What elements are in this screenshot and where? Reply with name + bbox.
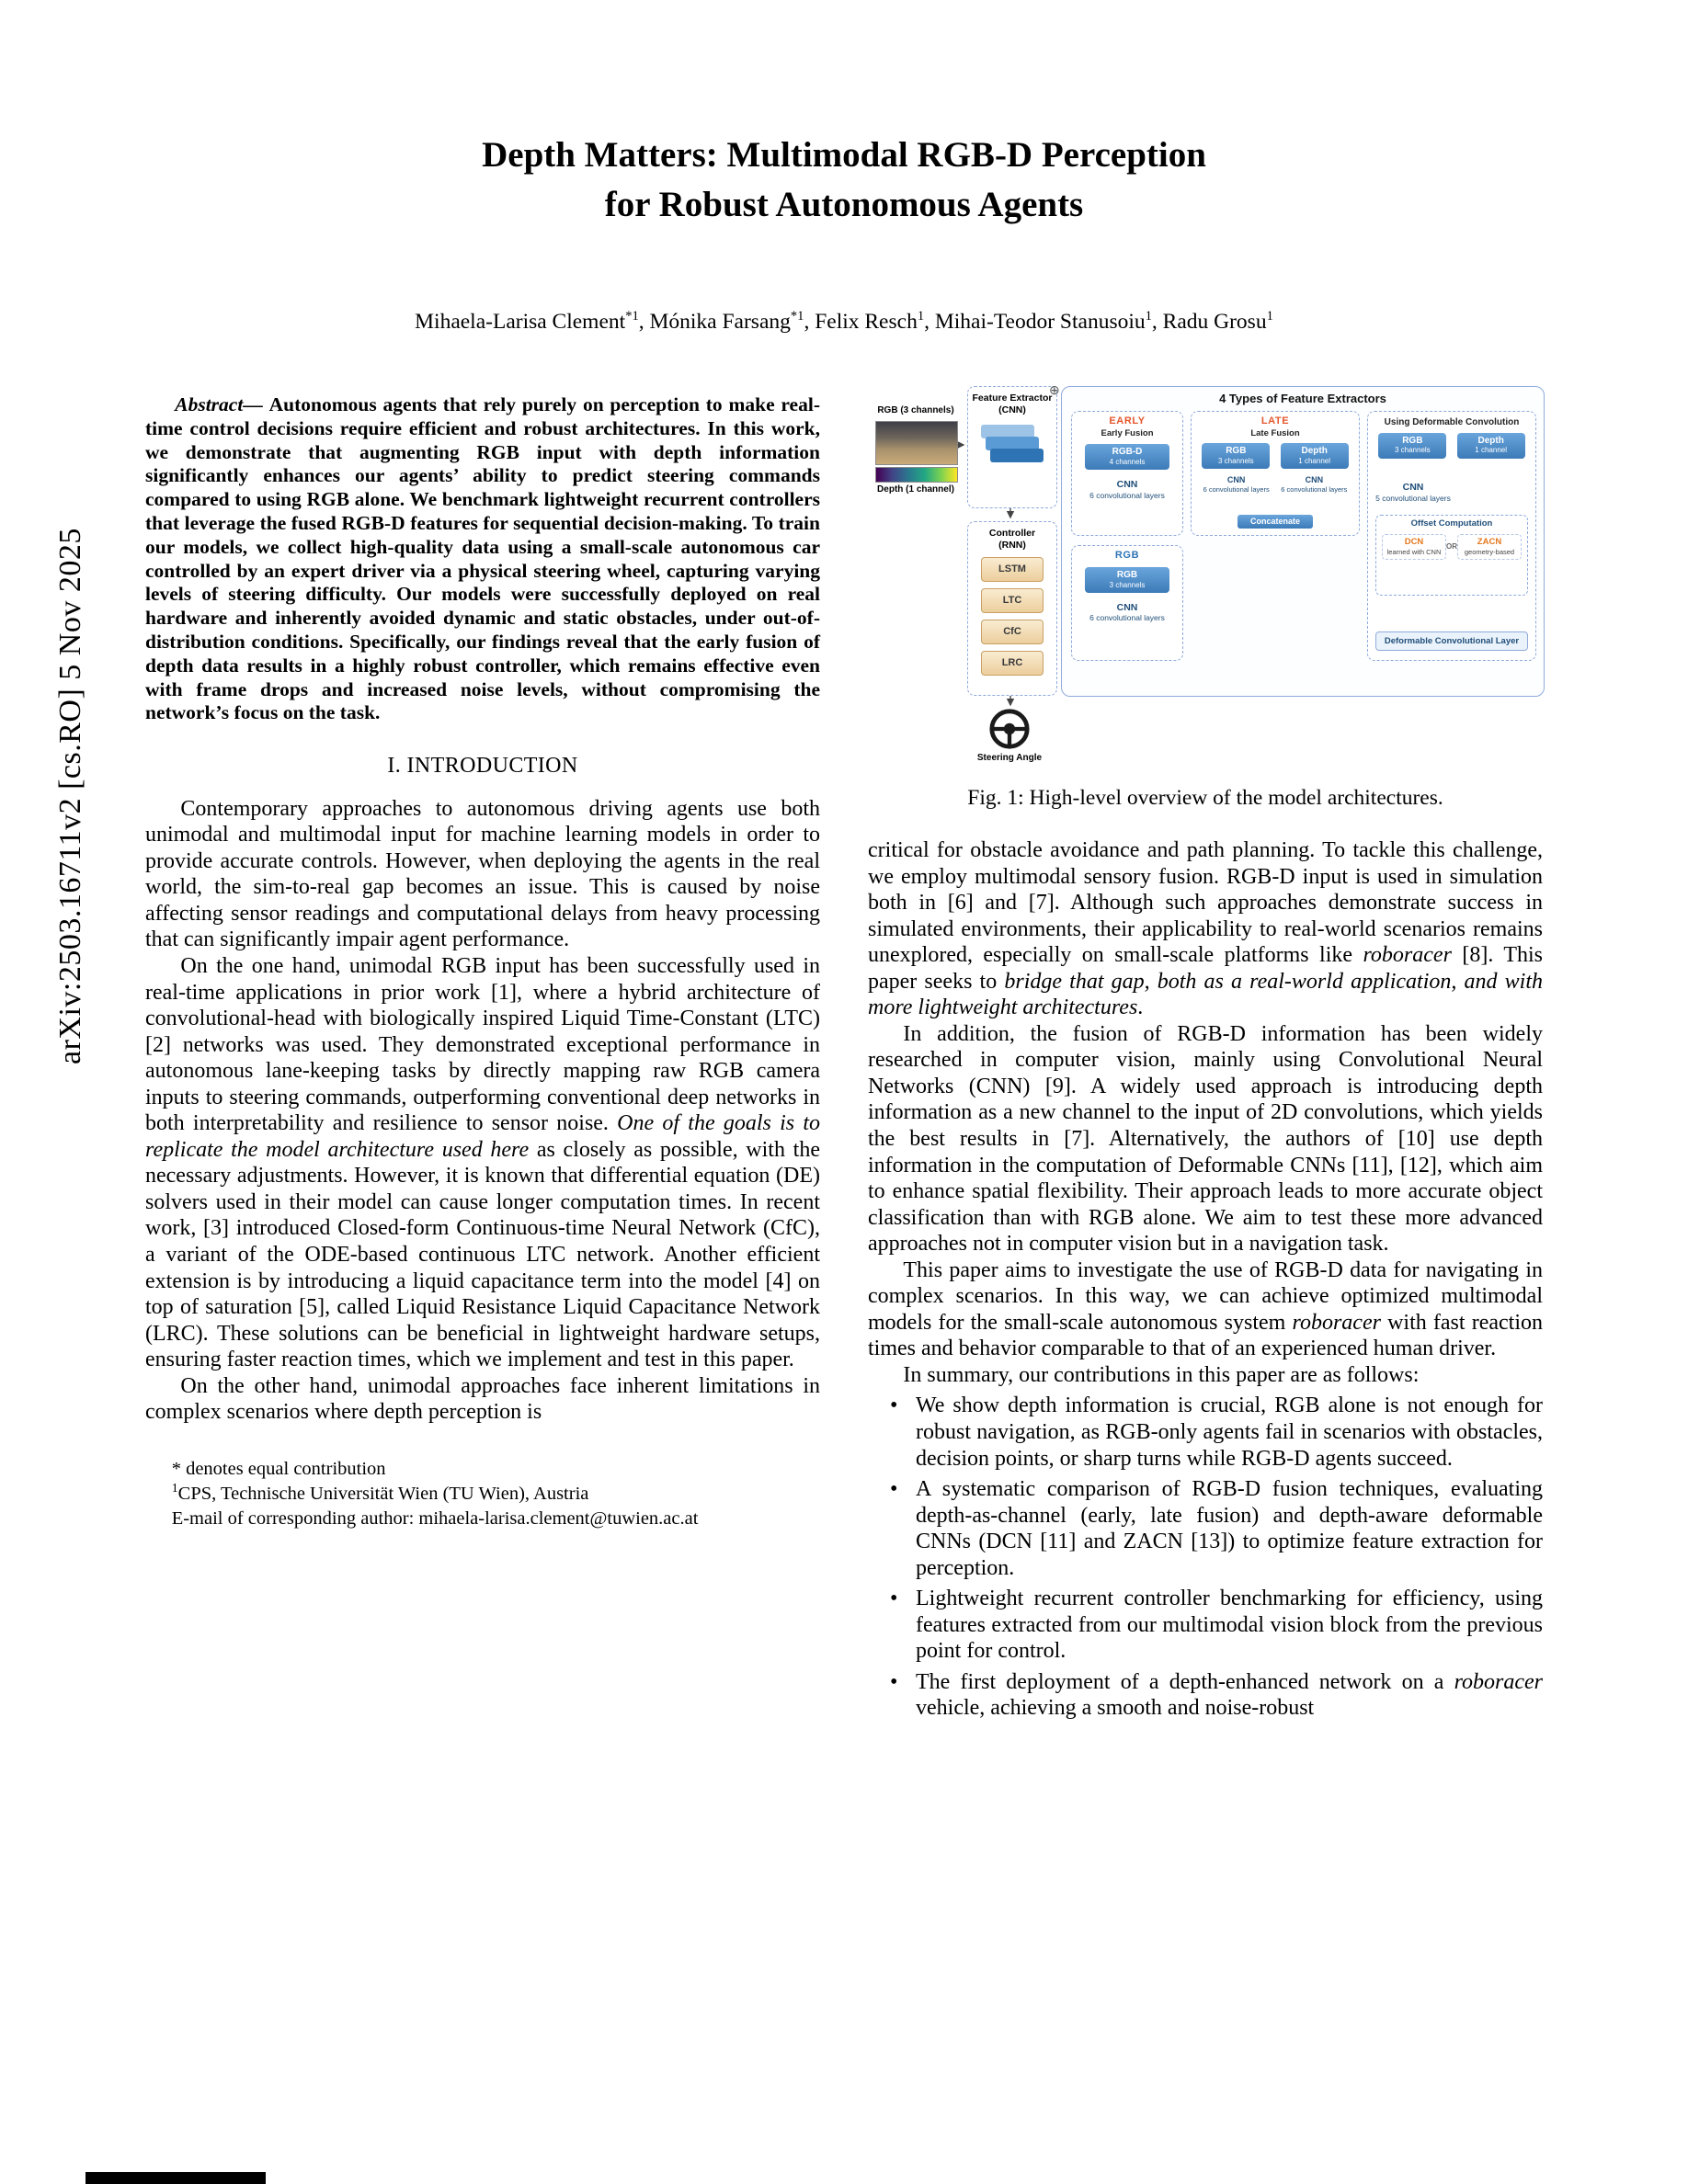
deformable-layer-bar: Deformable Convolutional Layer xyxy=(1375,631,1528,651)
rgb-input-chip xyxy=(1085,567,1169,593)
chip-sublabel: 1 channel xyxy=(1298,456,1330,465)
rgbd-input-chip xyxy=(1085,444,1169,470)
rgb-only-cnn-block xyxy=(1072,602,1182,623)
chip-sublabel: 1 channel xyxy=(1475,446,1507,455)
cnn-sublabel: 5 convolutional layers xyxy=(1375,493,1451,503)
rgb-input-chip xyxy=(1202,443,1270,469)
authors-line xyxy=(0,309,1688,335)
offset-computation-box xyxy=(1375,515,1528,596)
arxiv-watermark: arXiv:2503.16711v2 [cs.RO] 5 Nov 2025 xyxy=(53,528,87,1064)
feature-extractors-panel xyxy=(1061,386,1545,697)
right-paragraph-2: In addition, the fusion of RGB-D information has been widely researched in computer vision, mainly using Convolutional Neural Networks (CNN) [9]. A widely used approach is introducing depth information as a new channel to the input of 2D convolutions, which yields the best results in [7]. Alternatively, the authors of [10] use depth information in the computation of Deformable CNNs [11], [12], which aim to enhance spatial flexibility. Their approach leads to more accurate object classification than with RGB alone. We aim to test these more advanced approaches not in computer vision but in a navigation task. xyxy=(868,1021,1543,1257)
contribution-item-2 xyxy=(868,1476,1543,1581)
controller-box xyxy=(967,521,1057,696)
paragraph-text: On the one hand, unimodal RGB input has been successfully used in real-time applications in prior work [1], where a hybrid architecture of convolutional-head with biologically inspired Liquid Time-Constant (LTC) [2] networks was used. They demonstrated exceptional performance in autonomous lane-keeping tasks by directly mapping raw RGB camera inputs to steering commands, outperforming conventional deep networks in both interpretability and resilience to sensor noise. xyxy=(145,953,820,1136)
scan-artifact xyxy=(86,2172,266,2184)
ltc-cell: LTC xyxy=(981,588,1044,613)
paragraph-text: critical for obstacle avoidance and path planning. To tackle this challenge, we employ multimodal sensory fusion. RGB-D input is used in simulation both in [6] and [7]. Although such approaches demonstrate success in simulated environments, their applicability to real-world scenarios remains unexplored, especially on small-scale platforms like xyxy=(868,837,1543,968)
author-separator: , xyxy=(804,309,815,334)
abstract-label: Abstract— xyxy=(175,393,269,415)
late-subtitle: Late Fusion xyxy=(1250,428,1300,439)
bullet-text: Lightweight recurrent controller benchmarking for efficiency, using features extracted from our multimodal vision block from the previous point for control. xyxy=(916,1587,1543,1664)
deformable-cnn-block xyxy=(1375,482,1451,503)
chip-label: RGB xyxy=(1226,446,1247,457)
author-name: Mónika Farsang xyxy=(649,309,791,334)
author-name: Felix Resch xyxy=(815,309,918,334)
footnote-equal-contribution: * denotes equal contribution xyxy=(171,1458,386,1479)
emphasized-text: One of the goals is to replicate the model architecture used here xyxy=(145,1111,820,1162)
deformable-convolution-box xyxy=(1367,411,1536,661)
author-name: Radu Grosu xyxy=(1162,309,1267,334)
cnn-label: CNN xyxy=(1402,482,1424,493)
figure-1 xyxy=(868,382,1543,812)
steering-wheel-icon xyxy=(988,708,1031,750)
rgb-camera-image xyxy=(875,421,958,465)
controller-title: Controller xyxy=(988,528,1036,539)
late-cnn-row xyxy=(1192,473,1359,494)
lrc-cell: LRC xyxy=(981,651,1044,676)
feature-extractor-title: Feature Extractor xyxy=(972,392,1053,404)
early-tag: EARLY xyxy=(1109,415,1146,427)
late-cnn-block-2 xyxy=(1281,475,1347,494)
emphasized-text: roboracer xyxy=(1292,1310,1381,1335)
offset-computation-title: Offset Computation xyxy=(1410,518,1493,529)
depth-input-label: Depth (1 channel) xyxy=(877,484,954,495)
cnn-label: CNN xyxy=(1116,479,1138,491)
lstm-cell: LSTM xyxy=(981,557,1044,582)
figure-1-caption: Fig. 1: High-level overview of the model architectures. xyxy=(967,786,1443,810)
author-affiliation-mark: *1 xyxy=(790,309,804,324)
intro-paragraph-3: On the other hand, unimodal approaches face inherent limitations in complex scenarios where depth perception is xyxy=(145,1373,820,1425)
footnote-email: E-mail of corresponding author: mihaela-larisa.clement@tuwien.ac.at xyxy=(171,1507,699,1529)
contribution-item-4 xyxy=(868,1669,1543,1722)
paragraph-text: vehicle, achieving a smooth and noise-robust xyxy=(916,1696,1315,1721)
magnifier-icon: ⊕ xyxy=(1049,382,1060,397)
section-heading-introduction: I. INTRODUCTION xyxy=(387,754,578,779)
bullet-icon: • xyxy=(890,1669,898,1694)
offset-options-row xyxy=(1376,529,1527,559)
cnn-layers-icon xyxy=(981,425,1044,469)
figure-1-diagram xyxy=(868,382,1543,768)
early-subtitle: Early Fusion xyxy=(1101,428,1154,439)
bullet-icon: • xyxy=(890,1393,898,1418)
right-paragraph-3 xyxy=(868,1257,1543,1362)
emphasized-text: roboracer xyxy=(1363,943,1452,968)
chip-label: Depth xyxy=(1477,435,1504,446)
depth-input-chip xyxy=(1281,443,1349,469)
chip-label: RGB xyxy=(1402,435,1423,446)
early-fusion-box xyxy=(1071,411,1183,536)
bullet-icon: • xyxy=(890,1587,898,1611)
bullet-text: A systematic comparison of RGB-D fusion techniques, evaluating depth-as-channel (early, late fusion) and depth-aware deformable CNNs (DCN [11] and ZACN [13]) to optimize feature extraction for perception. xyxy=(916,1477,1543,1580)
dcn-label: DCN xyxy=(1404,537,1424,548)
author-affiliation-mark: 1 xyxy=(1145,309,1152,324)
cnn-sublabel: 6 convolutional layers xyxy=(1203,484,1270,494)
rgb-input-label: RGB (3 channels) xyxy=(877,405,954,415)
abstract-text: Autonomous agents that rely purely on perception to make real-time control decisions require efficient and robust architectures. In this work, we demonstrate that augmenting RGB input with depth information significantly enhances our agents’ ability to predict steering commands compared to using RGB alone. We benchmark lightweight recurrent controllers that leverage the fused RGB-D features for sequential decision-making. To train our models, we collect high-quality data using a small-scale autonomous car controlled by an expert driver via a physical steering wheel, capturing varying levels of steering difficulty. Our models were successfully deployed on real hardware and inherently avoided dynamic and static obstacles, under out-of-distribution conditions. Specifically, our findings reveal that the early fusion of depth data results in a highly robust controller, which remains effective even with frame drops and increased noise levels, without compromising the network’s focus on the task. xyxy=(145,393,820,724)
left-column xyxy=(145,393,820,1531)
cnn-label: CNN xyxy=(1305,475,1324,485)
contributions-list xyxy=(868,1393,1543,1722)
bullet-icon: • xyxy=(890,1477,898,1502)
late-tag: LATE xyxy=(1260,415,1290,427)
rgb-input-chip xyxy=(1378,433,1446,459)
cnn-sublabel: 6 convolutional layers xyxy=(1089,490,1165,500)
paragraph-text: with fast reaction times and behavior comparable to that of an experienced human driver. xyxy=(868,1310,1543,1361)
zacn-label: ZACN xyxy=(1477,537,1502,548)
paragraph-text: The first deployment of a depth-enhanced network on a xyxy=(916,1669,1454,1694)
zacn-sublabel: geometry-based xyxy=(1464,547,1515,556)
right-paragraph-4: In summary, our contributions in this paper are as follows: xyxy=(903,1362,1420,1387)
right-paragraph-1 xyxy=(868,837,1543,1021)
author-separator: , xyxy=(1151,309,1163,334)
chip-sublabel: 3 channels xyxy=(1217,456,1254,465)
depth-input-chip xyxy=(1457,433,1525,459)
rgb-only-box xyxy=(1071,545,1183,661)
cnn-sublabel: 6 convolutional layers xyxy=(1281,484,1348,494)
chip-label: Depth xyxy=(1301,446,1328,457)
author-affiliation-mark: 1 xyxy=(1266,309,1273,324)
paragraph-text: as closely as possible, with the necessary adjustments. However, it is known that differential equation (DE) solvers used in their model can cause longer computation times. In recent work, [3] introduced Closed-form Continuous-time Neural Network (CfC), a variant of the ODE-based continuous LTC network. Another efficient extension is by introducing a liquid capacitance term into the model [4] on top of saturation [5], called Liquid Resistance Liquid Capacitance Network (LRC). These solutions can be beneficial in lightweight hardware setups, ensuring faster reaction times, which we implement and test in this paper. xyxy=(145,1137,820,1372)
chip-sublabel: 4 channels xyxy=(1109,457,1146,466)
depth-map-image xyxy=(875,467,958,483)
feature-extractor-box xyxy=(967,386,1057,508)
footnote-affiliation xyxy=(145,1481,820,1506)
author-affiliation-mark: *1 xyxy=(625,309,639,324)
paragraph-text: [8]. This paper seeks to xyxy=(868,943,1543,994)
right-column xyxy=(868,382,1544,1722)
feature-extractor-subtitle: (CNN) xyxy=(998,404,1026,415)
deformable-inputs-row xyxy=(1368,433,1535,459)
deformable-title: Using Deformable Convolution xyxy=(1384,417,1520,427)
author-affiliation-mark: 1 xyxy=(917,309,925,324)
intro-paragraph-2 xyxy=(145,953,820,1373)
emphasized-text: roboracer xyxy=(1454,1669,1543,1694)
chip-label: RGB xyxy=(1116,570,1138,581)
contribution-item-1 xyxy=(868,1393,1543,1472)
cnn-label: CNN xyxy=(1116,601,1138,613)
concatenate-bar: Concatenate xyxy=(1237,515,1313,529)
title-line-2: for Robust Autonomous Agents xyxy=(604,184,1084,224)
late-inputs-row xyxy=(1192,443,1359,469)
footnotes xyxy=(145,1457,820,1531)
late-cnn-block-1 xyxy=(1203,475,1270,494)
dcn-sublabel: learned with CNN xyxy=(1386,547,1442,556)
controller-subtitle: (RNN) xyxy=(998,539,1026,551)
author-name: Mihaela-Larisa Clement xyxy=(415,309,626,334)
early-cnn-block xyxy=(1072,479,1182,500)
bullet-text: We show depth information is crucial, RGB alone is not enough for robust navigation, as RGB-only agents fail in scenarios with obstacles, decision points, or sharp turns while RGB-D agents succeed. xyxy=(916,1393,1543,1471)
chip-label: RGB-D xyxy=(1112,447,1143,458)
contribution-item-3 xyxy=(868,1586,1543,1665)
author-separator: , xyxy=(638,309,650,334)
paper-title xyxy=(0,131,1688,230)
affiliation-mark: 1 xyxy=(171,1482,178,1496)
cnn-sublabel: 6 convolutional layers xyxy=(1089,613,1165,623)
or-label: OR xyxy=(1446,542,1457,552)
chip-sublabel: 3 channels xyxy=(1394,446,1431,455)
title-line-1: Depth Matters: Multimodal RGB-D Perception xyxy=(482,135,1206,175)
steering-angle-label: Steering Angle xyxy=(976,753,1043,763)
dcn-option xyxy=(1382,534,1446,559)
cfc-cell: CfC xyxy=(981,620,1044,644)
cnn-label: CNN xyxy=(1226,475,1246,485)
intro-paragraph-1: Contemporary approaches to autonomous driving agents use both unimodal and multimodal input for machine learning models in order to provide accurate controls. However, when deploying the agents in the real world, the sim-to-real gap becomes an issue. This is caused by noise affecting sensor readings and computational delays from heavy processing that can significantly impair agent performance. xyxy=(145,796,820,952)
zacn-option xyxy=(1457,534,1522,559)
chip-sublabel: 3 channels xyxy=(1109,580,1146,589)
emphasized-text: bridge that gap, both as a real-world application, and with more lightweight architectures xyxy=(868,969,1544,1020)
paragraph-text: . xyxy=(1137,995,1144,1020)
affiliation-text: CPS, Technische Universität Wien (TU Wien), Austria xyxy=(177,1484,589,1505)
bullet-text xyxy=(916,1670,1543,1721)
author-separator: , xyxy=(924,309,935,334)
rgb-only-tag: RGB xyxy=(1114,550,1140,561)
panel-title: 4 Types of Feature Extractors xyxy=(1219,392,1386,405)
late-fusion-box xyxy=(1191,411,1360,536)
author-name: Mihai-Teodor Stanusoiu xyxy=(934,309,1146,334)
paragraph-text: This paper aims to investigate the use of RGB-D data for navigating in complex scenarios. In this way, we can achieve optimized multimodal models for the small-scale autonomous system xyxy=(868,1257,1543,1335)
abstract-paragraph xyxy=(145,393,820,725)
